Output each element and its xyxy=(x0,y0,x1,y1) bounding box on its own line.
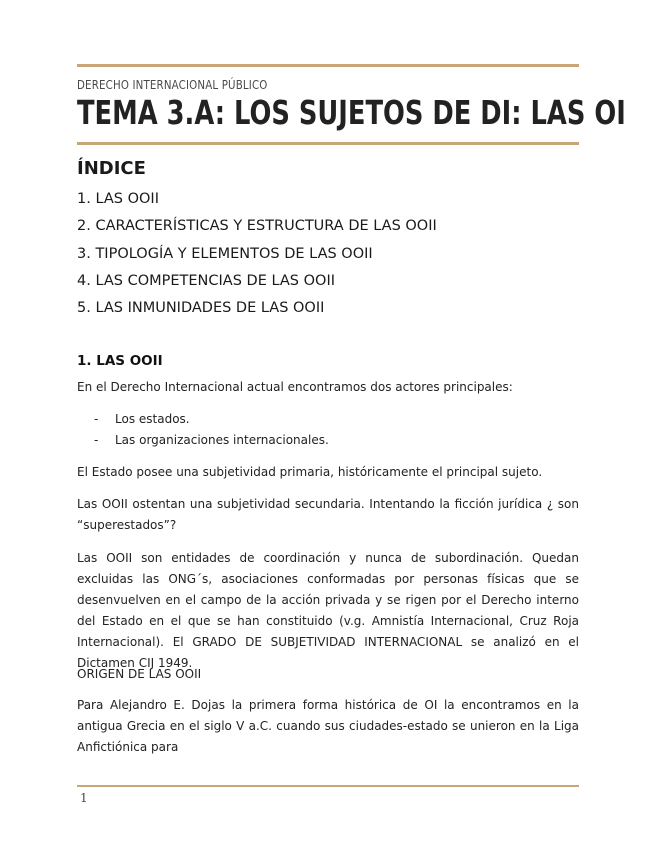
paragraph: Las OOII ostentan una subjetividad secundaria. Intentando la ficción jurídica ¿ son “superestados”? xyxy=(77,497,579,532)
bullet-list xyxy=(94,409,329,451)
page-number: 1 xyxy=(80,791,88,805)
bullet-text: Las organizaciones internacionales. xyxy=(115,433,329,447)
bullet-item xyxy=(94,409,329,430)
index-item: 2. CARACTERÍSTICAS Y ESTRUCTURA DE LAS OOII xyxy=(77,218,437,235)
paragraph: Para Alejandro E. Dojas la primera forma histórica de OI la encontramos en la antigua Grecia en el siglo V a.C. cuando sus ciudades-estado se unieron en la Liga Anfictiónica para xyxy=(77,698,579,754)
header-bottom-rule xyxy=(77,142,579,145)
paragraph: El Estado posee una subjetividad primaria, históricamente el principal sujeto. xyxy=(77,465,543,479)
subheading-origin: ORIGEN DE LAS OOII xyxy=(77,667,202,681)
index-item: 5. LAS INMUNIDADES DE LAS OOII xyxy=(77,300,325,317)
dash-marker: - xyxy=(94,433,99,447)
index-item: 4. LAS COMPETENCIAS DE LAS OOII xyxy=(77,272,335,289)
index-list xyxy=(77,189,437,325)
footer-rule xyxy=(77,785,579,787)
index-item: 1. LAS OOII xyxy=(77,191,159,207)
dash-marker: - xyxy=(94,412,99,426)
paragraph: Las OOII son entidades de coordinación y nunca de subordinación. Quedan excluidas las ONG´s, asociaciones conformadas por personas físicas que se desenvuelven en el campo de la acción privada y se rigen por el Derecho interno del Estado en el que se han constituido (v.g. Amnistía Internacional, Cruz Roja Internacional). El GRADO DE SUBJETIVIDAD INTERNACIONAL se analizó en el Dictamen CIJ 1949. xyxy=(77,551,579,670)
bullet-item xyxy=(94,430,329,451)
page-title: TEMA 3.A: LOS SUJETOS DE DI: LAS OI xyxy=(77,93,626,132)
header-top-rule xyxy=(77,64,579,67)
subject-label: DERECHO INTERNACIONAL PÚBLICO xyxy=(77,77,268,92)
bullet-text: Los estados. xyxy=(115,412,190,426)
index-item: 3. TIPOLOGÍA Y ELEMENTOS DE LAS OOII xyxy=(77,245,373,262)
paragraph-intro: En el Derecho Internacional actual encontramos dos actores principales: xyxy=(77,380,513,394)
section-heading: 1. LAS OOII xyxy=(77,353,163,369)
index-heading: ÍNDICE xyxy=(77,158,146,179)
